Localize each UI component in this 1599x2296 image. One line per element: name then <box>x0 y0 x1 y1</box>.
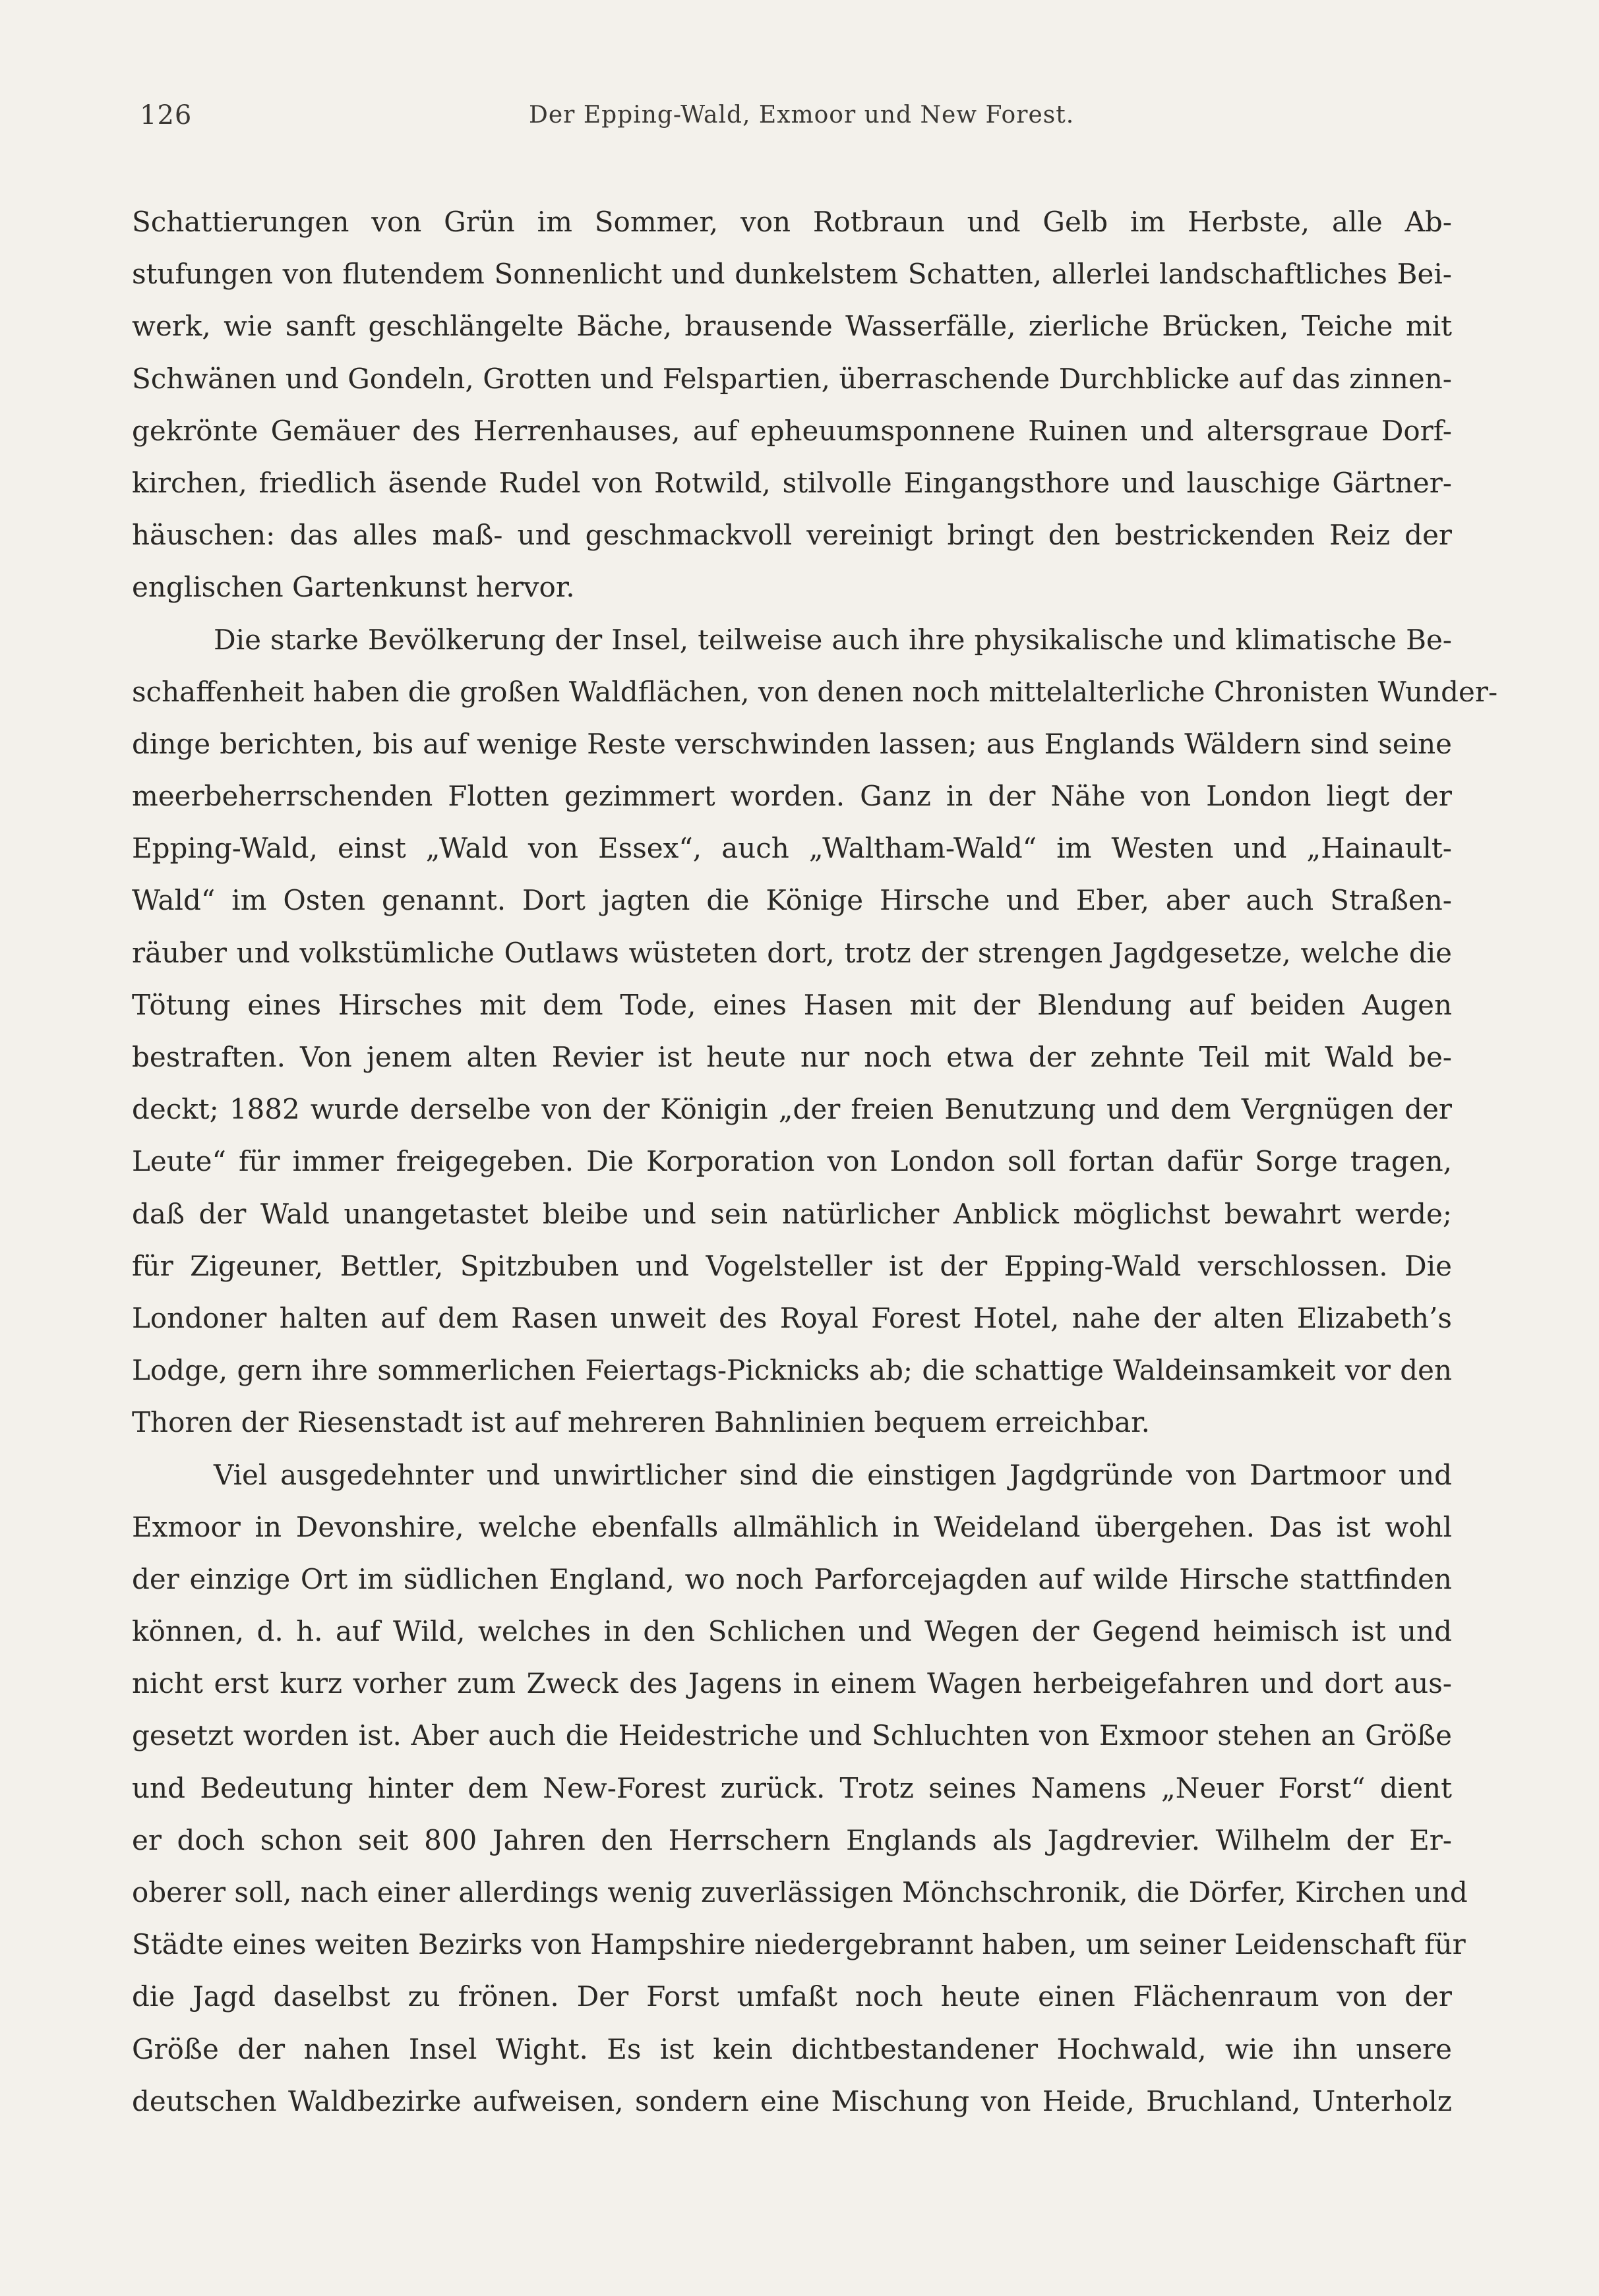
text-line: meerbeherrschenden Flotten gezimmert worden. Ganz in der Nähe von London liegt der <box>132 780 1452 813</box>
text-line: dinge berichten, bis auf wenige Reste verschwinden lassen; aus Englands Wäldern sind seine <box>132 727 1452 760</box>
text-line: nicht erst kurz vorher zum Zweck des Jagens in einem Wagen herbeigefahren und dort aus- <box>132 1667 1452 1700</box>
text-line: für Zigeuner, Bettler, Spitzbuben und Vogelsteller ist der Epping-Wald verschlossen. Die <box>132 1249 1452 1282</box>
text-line: Die starke Bevölkerung der Insel, teilweise auch ihre physikalische und klimatische Be- <box>214 623 1452 656</box>
text-line: Exmoor in Devonshire, welche ebenfalls allmählich in Weideland übergehen. Das ist wohl <box>132 1510 1452 1543</box>
text-line: Schwänen und Gondeln, Grotten und Felspartien, überraschende Durchblicke auf das zinnen- <box>132 362 1452 395</box>
text-line: Größe der nahen Insel Wight. Es ist kein dichtbestandener Hochwald, wie ihn unsere <box>132 2032 1452 2065</box>
text-line: werk, wie sanft geschlängelte Bäche, brausende Wasserfälle, zierliche Brücken, Teiche mit <box>132 310 1452 343</box>
text-line: Wald“ im Osten genannt. Dort jagten die Könige Hirsche und Eber, aber auch Straßen- <box>132 884 1452 917</box>
text-line: stufungen von flutendem Sonnenlicht und dunkelstem Schatten, allerlei landschaftliches Bei- <box>132 258 1452 291</box>
page-header <box>140 100 1452 146</box>
body-text <box>132 196 1498 2127</box>
running-title: Der Epping-Wald, Exmoor und New Forest. <box>529 102 1075 129</box>
text-line: können, d. h. auf Wild, welches in den Schlichen und Wegen der Gegend heimisch ist und <box>132 1615 1452 1648</box>
text-line: schaffenheit haben die großen Waldflächen, von denen noch mittelalterliche Chronisten Wunder- <box>132 675 1498 708</box>
text-line: deckt; 1882 wurde derselbe von der Königin „der freien Benutzung und dem Vergnügen der <box>132 1093 1452 1126</box>
text-line: Lodge, gern ihre sommerlichen Feiertags-Picknicks ab; die schattige Waldeinsamkeit vor den <box>132 1354 1452 1387</box>
text-line: Schattierungen von Grün im Sommer, von Rotbraun und Gelb im Herbste, alle Ab- <box>132 206 1452 238</box>
text-line: kirchen, friedlich äsende Rudel von Rotwild, stilvolle Eingangsthore und lauschige Gärtner- <box>132 466 1452 499</box>
text-line: Viel ausgedehnter und unwirtlicher sind die einstigen Jagdgründe von Dartmoor und <box>214 1458 1452 1491</box>
text-line: deutschen Waldbezirke aufweisen, sondern eine Mischung von Heide, Bruchland, Unterholz <box>132 2084 1452 2117</box>
text-line: Londoner halten auf dem Rasen unweit des Royal Forest Hotel, nahe der alten Elizabeth’s <box>132 1301 1452 1334</box>
text-line: und Bedeutung hinter dem New-Forest zurück. Trotz seines Namens „Neuer Forst“ dient <box>132 1771 1452 1804</box>
text-line: Städte eines weiten Bezirks von Hampshire niedergebrannt haben, um seiner Leidenschaft für <box>132 1928 1466 1961</box>
text-line: gesetzt worden ist. Aber auch die Heidestriche und Schluchten von Exmoor stehen an Größe <box>132 1719 1452 1752</box>
text-line: der einzige Ort im südlichen England, wo noch Parforcejagden auf wilde Hirsche stattfinden <box>132 1562 1452 1595</box>
text-line: oberer soll, nach einer allerdings wenig zuverlässigen Mönchschronik, die Dörfer, Kirchen und <box>132 1876 1468 1908</box>
text-line: Leute“ für immer freigegeben. Die Korporation von London soll fortan dafür Sorge tragen, <box>132 1145 1452 1178</box>
page-number: 126 <box>140 100 193 131</box>
text-line: die Jagd daselbst zu frönen. Der Forst umfaßt noch heute einen Flächenraum von der <box>132 1980 1452 2013</box>
text-line: räuber und volkstümliche Outlaws wüsteten dort, trotz der strengen Jagdgesetze, welche die <box>132 936 1452 969</box>
text-line: Thoren der Riesenstadt ist auf mehreren Bahnlinien bequem erreichbar. <box>132 1406 1150 1439</box>
text-line: gekrönte Gemäuer des Herrenhauses, auf epheuumsponnene Ruinen und altersgraue Dorf- <box>132 414 1452 447</box>
text-line: Epping-Wald, einst „Wald von Essex“, auch „Waltham-Wald“ im Westen und „Hainault- <box>132 832 1452 865</box>
text-line: häuschen: das alles maß- und geschmackvoll vereinigt bringt den bestrickenden Reiz der <box>132 519 1452 552</box>
text-line: Tötung eines Hirsches mit dem Tode, eines Hasen mit der Blendung auf beiden Augen <box>132 988 1452 1021</box>
text-line: englischen Gartenkunst hervor. <box>132 571 575 604</box>
text-line: er doch schon seit 800 Jahren den Herrschern Englands als Jagdrevier. Wilhelm der Er- <box>132 1823 1452 1856</box>
text-line: daß der Wald unangetastet bleibe und sein natürlicher Anblick möglichst bewahrt werde; <box>132 1197 1452 1230</box>
text-line: bestraften. Von jenem alten Revier ist heute nur noch etwa der zehnte Teil mit Wald be- <box>132 1041 1452 1073</box>
